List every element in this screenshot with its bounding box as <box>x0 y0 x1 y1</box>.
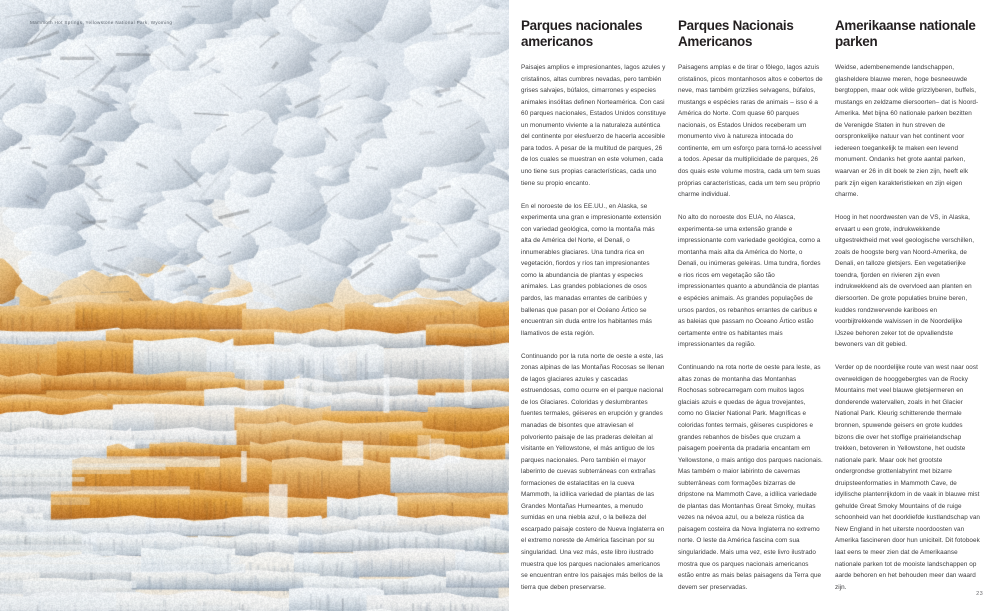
page-number: 23 <box>976 591 983 597</box>
heading-portuguese: Parques Nacionais Americanos <box>678 18 794 49</box>
paragraph: En el noroeste de los EE.UU., en Alaska, se experimenta una gran e impresionante extensión con variedad geológica, como la montaña más alta de América del Norte, el Denali, o innumerables glaciares. Una tundra rica en vegetación, fiordos y ríos tan impresionantes como la abundancia de plantas y especies animales. Las grandes poblaciones de osos pardos, las manadas errantes de caribúes y ballenas que pasan por el Océano Ártico se encuentran sin duda entre los habitantes más llamativos de esta región. <box>521 202 662 337</box>
body-spanish <box>521 62 666 593</box>
column-spanish <box>521 18 678 591</box>
body-portuguese <box>678 62 823 593</box>
text-columns <box>521 18 992 591</box>
column-portuguese <box>678 18 835 591</box>
paragraph: Continuando na rota norte de oeste para leste, as altas zonas de montanha das Montanhas Rochosas sobrecarregam com muitos lagos glaciais azuis e quedas de água trovejantes, como no Glacier National Park. Magníficas e coloridas fontes termais, gêiseres cuspidores e grandes rebanhos de bisões que cruzam a paisagem poeirenta da pradaria encantam em Yellowstone, o mais antigo dos parques nacionais. Mas também o maior labirinto de cavernas subterrâneas com formações bizarras de dripstone na Mammoth Cave, a idílica variedade de plantas das Montanhas Great Smoky, muitas vezes na névoa azul, ou a beleza rústica da paisagem costeira da Nova Inglaterra no extremo norte. O leste da América fascina com sua singularidade. Mais uma vez, este livro ilustrado mostra que os parques nacionais americanos estão entre as mais belas paisagens da Terra que devem ser preservadas. <box>678 364 823 591</box>
text-page <box>509 0 1000 611</box>
paragraph: Verder op de noordelijke route van west naar oost overweldigen de hooggebergtes van de Rocky Mountains met veel blauwe gletsjermeren en donderende watervallen, zoals in het Glacier National Park. Kleurig schitterende thermale bronnen, spuwende geisers en grote kuddes bizons die over het stoffige prairielandschap trekken, betoveren in Yellowstone, het oudste nationale park. Maar ook het grootste ondergrondse grottenlabyrint met bizarre druipsteenformaties in Mammoth Cave, de idyllische plantenrijkdom in de vaak in blauwe mist gehulde Great Smoky Mountains of de ruige schoonheid van het doorkliefde kustlandschap van New England in het uiterste noordoosten van Amerika fascineren door hun uniciteit. Dit fotoboek laat eens te meer zien dat de Amerikaanse nationale parken tot de mooiste landschappen op aarde behoren en het behouden meer dan waard zijn. <box>835 364 981 591</box>
heading-dutch: Amerikaanse nationale parken <box>835 18 976 49</box>
paragraph: Paisajes amplios e impresionantes, lagos azules y cristalinos, altas cumbres nevadas, pero también grises salvajes, búfalos, cimarrones y especies animales insólitas definen Norteamérica. Con casi 60 parques nacionales, Estados Unidos constituye un monumento viviente a la naturaleza auténtica del continente por elesfuerzo de hacerla accesible para todos. A pesar de la multitud de parques, 26 de los cuales se muestran en este volumen, cada uno tiene sus propias características, cada uno tiene su propio encanto. <box>521 64 666 187</box>
paragraph: Weidse, adembenemende landschappen, glasheldere blauwe meren, hoge besneeuwde bergtoppen, maar ook wilde grizzlyberen, buffels, mustangs en zeldzame diersoorten– dat is Noord-Amerika. Met bijna 60 nationale parken bezitten de Verenigde Staten in hun streven de oorspronkelijke natuur van het continent voor iedereen toegankelijk te maken een levend monument. Ondanks het grote aantal parken, waarvan er 26 in dit boek te zien zijn, heeft elk park zijn eigen karakteristieken en zijn eigen charme. <box>835 64 979 199</box>
paragraph: Paisagens amplas e de tirar o fôlego, lagos azuis cristalinos, picos montanhosos altos e cobertos de neve, mas também grizzlies selvagens, búfalos, mustangs e espécies raras de animais – isso é a América do Norte. Com quase 60 parques nacionais, os Estados Unidos receberam um monumento vivo à natureza intocada do continente, em um esforço para torná-lo acessível a todos. Apesar da multiplicidade de parques, 26 dos quais este volume mostra, cada um tem suas próprias características, cada um tem seu próprio charme individual. <box>678 64 823 199</box>
heading-spanish: Parques nacionales americanos <box>521 18 643 49</box>
paragraph: Continuando por la ruta norte de oeste a este, las zonas alpinas de las Montañas Rocosas se llenan de lagos glaciares azules y cascadas estruendosas, como ocurre en el parque nacional de los Glaciares. Coloridas y deslumbrantes fuentes termales, géiseres en erupción y grandes manadas de bisontes que atraviesan el polvoriento paisaje de las praderas deleitan al visitante en Yellowstone, el más antiguo de los parques nacionales. Pero también el mayor laberinto de cuevas subterráneas con extrañas formaciones de estalactitas en la cueva Mammoth, la idílica variedad de plantas de las Grandes Montañas Humeantes, a menudo sumidas en una niebla azul, o la belleza del escarpado paisaje costero de Nueva Inglaterra en el extremo noreste de América fascinan por su singularidad. Una vez más, este libro ilustrado muestra que los parques nacionales americanos se encuentran entre los paisajes más bellos de la tierra que deben preservarse. <box>521 352 665 591</box>
photo-caption: Mammoth Hot Springs, Yellowstone National Park, Wyoming <box>30 20 173 25</box>
paragraph: No alto do noroeste dos EUA, no Alasca, experimenta-se uma extensão grande e impressionante com variedade geológica, como a montanha mais alta da América do Norte, o Denali, ou inúmeras geleiras. Uma tundra, fiordes e rios ricos em vegetação são tão impressionantes quanto a abundância de plantas e espécies animais. As grandes populações de ursos pardos, os rebanhos errantes de caribus e as baleias que passam no Oceano Ártico estão certamente entre os habitantes mais impressionantes da região. <box>678 214 821 349</box>
paragraph: Hoog in het noordwesten van de VS, in Alaska, ervaart u een grote, indrukwekkende uitgestrektheid met veel geologische verschillen, zoals de hoogste berg van Noord-Amerika, de Denali, en talloze gletsjers. Een vegetatierijke toendra, fjorden en rivieren zijn even indrukwekkend als de overvloed aan planten en diersoorten. De grote populaties bruine beren, kuddes rondzwervende kariboes en voorbijtrekkende walvissen in de Noordelijke IJszee behoren zeker tot de opvallendste bewoners van dit gebied. <box>835 214 975 349</box>
column-dutch <box>835 18 992 591</box>
body-dutch <box>835 62 980 593</box>
